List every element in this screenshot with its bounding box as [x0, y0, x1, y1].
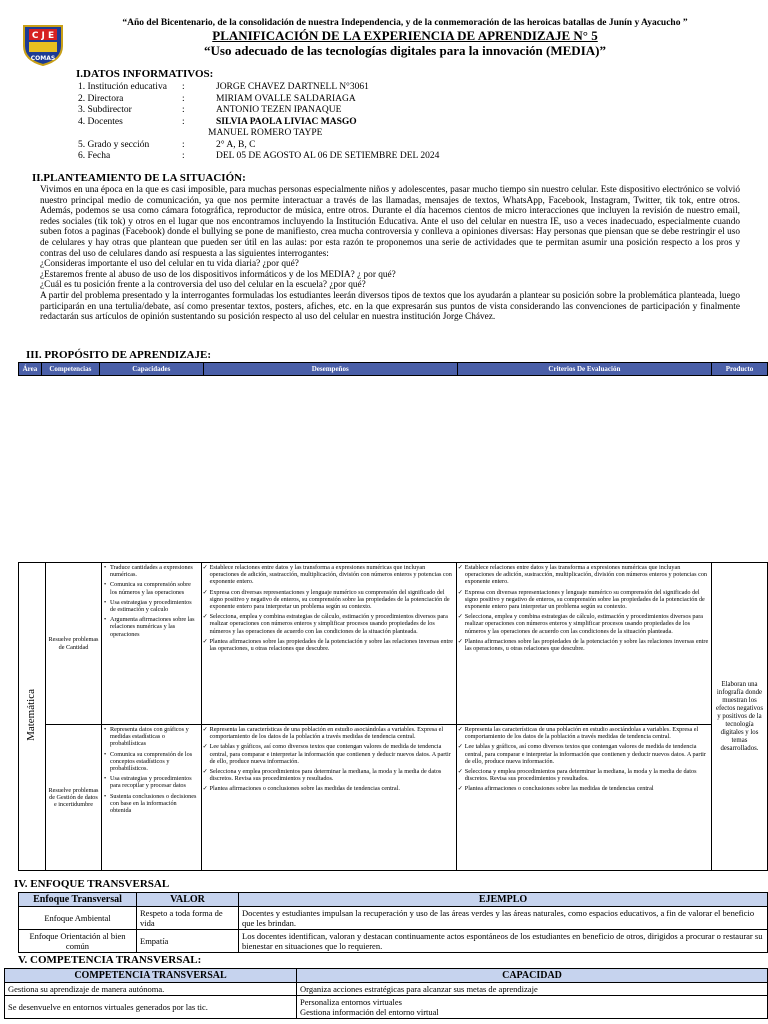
datos-value: 2° A, B, C — [216, 139, 256, 150]
enfoque-table — [18, 892, 768, 953]
capacidades-list — [104, 564, 199, 638]
col-area: Área — [19, 363, 42, 376]
datos-value: JORGE CHAVEZ DARTNELL N°3061 — [216, 82, 369, 92]
datos-row — [78, 117, 439, 129]
list-item: ✓ Expresa con diversas representaciones y lenguaje numérico su comprensión del significado del signo positivo y negativo de enteros, su comprensión sobre las propiedades de la potenciación de exponente entero para interpretar un problema según su contexto. — [459, 589, 709, 611]
capacidad-cell: Organiza acciones estratégicas para alcanzar sus metas de aprendizaje — [297, 983, 768, 996]
competencia-heading: V. COMPETENCIA TRANSVERSAL: — [18, 954, 202, 966]
list-item: ✓ Plantea afirmaciones o conclusiones sobre las medidas de tendencias central. — [204, 785, 454, 792]
list-item: ✓ Establece relaciones entre datos y las transforma a expresiones numéricas que incluyan operaciones de adición, sustracción, multiplicación, división con números enteros y potencias con exponente entero. — [459, 564, 709, 586]
valor-cell: Respeto a toda forma de vida — [137, 907, 239, 930]
datos-row — [78, 128, 439, 140]
competencia-cell: Gestiona su aprendizaje de manera autónoma. — [5, 983, 297, 996]
datos-value: SILVIA PAOLA LIVIAC MASGO — [216, 116, 357, 127]
question-1: ¿Consideras importante el uso del celular en tu vida diaria? ¿por qué? — [40, 259, 299, 270]
list-item: • Sustenta conclusiones o decisiones con base en la información obtenida — [104, 793, 199, 815]
capacidad-item: Gestiona información del entorno virtual — [300, 1007, 439, 1017]
document-subtitle: “Uso adecuado de las tecnologías digitales para la innovación (MEDIA)” — [204, 43, 606, 58]
question-2: ¿Estaremos frente al abuso de uso de los dispositivos informáticos y de los MEDIA? ¿ por qué? — [40, 269, 396, 280]
datos-label: 6. Fecha — [78, 151, 111, 161]
situacion-paragraph-2: A partir del problema presentado y la interrogantes formuladas los estudiantes leerán diversos tipos de textos que los ayudarán a plantear su posición sobre la problemática planteada, luego participarán en una tertulia/debate, así como presentar textos, posters, afiches, etc. en la que expresarán sus puntos de vista considerando las convenciones de participación y finalmente redactarán sus artículos de opinión sustentando su posición respecto al uso del celular en nuestra institución Jorge Chávez. — [40, 290, 740, 323]
competencia-cell: Resuelve problemas de Gestión de datos e incertidumbre — [45, 725, 101, 871]
list-item: ✓ Selecciona, emplea y combina estrategias de cálculo, estimación y procedimientos diversos para realizar operaciones con números enteros y simplificar procesos usando propiedades de los números y las operaciones de acuerdo con las condiciones de la situación planteada. — [204, 613, 454, 635]
ejemplo-col-header: EJEMPLO — [239, 893, 768, 907]
list-item: ✓ Selecciona y emplea procedimientos para determinar la mediana, la moda y la media de datos discretos. Revisa sus procedimientos y resultados. — [204, 768, 454, 782]
datos-informativos — [78, 82, 439, 163]
list-item: ✓ Representa las características de una población en estudio asociándolas a variables. Expresa el comportamiento de los datos de la población a través medidas de tendencia central. — [459, 726, 709, 740]
area-label: Matemática — [25, 689, 38, 742]
datos-label: 1. Institución educativa — [78, 82, 167, 92]
situacion-text — [40, 185, 740, 323]
enfoque-cell: Enfoque Ambiental — [19, 907, 137, 930]
year-motto: “Año del Bicentenario, de la consolidación de nuestra Independencia, y de la conmemoración de las heroicas batallas de Junín y Ayacucho ” — [122, 18, 688, 28]
datos-colon: : — [182, 105, 185, 115]
list-item: • Argumenta afirmaciones sobre las relaciones numéricas y las operaciones — [104, 616, 199, 638]
datos-colon: : — [182, 82, 185, 92]
list-item: • Comunica su comprensión de los conceptos estadísticos y probabilísticos. — [104, 751, 199, 773]
datos-label: 5. Grado y sección — [78, 139, 150, 150]
datos-label: 4. Docentes — [78, 116, 123, 127]
datos-row — [78, 82, 439, 94]
desempenos-cell — [201, 725, 456, 871]
desempenos-list — [204, 564, 454, 652]
col-criterios: Criterios De Evaluación — [457, 363, 711, 376]
list-item: ✓ Plantea afirmaciones sobre las propiedades de la potenciación y sobre las relaciones inversas entre las operaciones, u otras relaciones que descubre. — [459, 638, 709, 652]
valor-cell: Empatía — [137, 930, 239, 953]
enfoque-heading: IV. ENFOQUE TRANSVERSAL — [14, 878, 170, 890]
datos-colon: : — [182, 116, 185, 127]
desempenos-cell — [201, 563, 456, 725]
datos-row — [78, 105, 439, 117]
datos-value: MANUEL ROMERO TAYPE — [208, 128, 323, 138]
enfoque-col-header: Enfoque Transversal — [19, 893, 137, 907]
criterios-list — [459, 564, 709, 652]
datos-row — [78, 140, 439, 152]
competencia-col-header: COMPETENCIA TRANSVERSAL — [5, 969, 297, 983]
list-item: • Usa estrategias y procedimientos de estimación y calculo — [104, 599, 199, 613]
list-item: ✓ Establece relaciones entre datos y las transforma a expresiones numéricas que incluyan operaciones de adición, sustracción, multiplicación, división con números enteros y potencias con exponente entero. — [204, 564, 454, 586]
list-item: ✓ Plantea afirmaciones sobre las propiedades de la potenciación y sobre las relaciones inversas entre las operaciones, u otras relaciones que descubre. — [204, 638, 454, 652]
list-item: ✓ Selecciona y emplea procedimientos para determinar la mediana, la moda y la media de datos discretos. Revisa sus procedimientos y resultados. — [459, 768, 709, 782]
list-item: • Traduce cantidades a expresiones numéricas. — [104, 564, 199, 578]
list-item: • Representa datos con gráficos y medidas estadísticas o probabilísticas — [104, 726, 199, 748]
competencia-cell: Resuelve problemas de Cantidad — [45, 563, 101, 725]
datos-value: MIRIAM OVALLE SALDARIAGA — [216, 93, 356, 104]
list-item: ✓ Lee tablas y gráficos, así como diversos textos que contengan valores de medida de tendencia central, para comparar e interpretar la información que contienen y deducir nuevos datos. A partir de ello, produce nueva información. — [204, 743, 454, 765]
datos-value: DEL 05 DE AGOSTO AL 06 DE SETIEMBRE DEL 2024 — [216, 151, 440, 161]
svg-text:C J E: C J E — [31, 31, 55, 41]
datos-label: 2. Directora — [78, 93, 124, 104]
area-cell — [19, 563, 46, 871]
datos-label — [78, 128, 182, 140]
proposito-heading: III. PROPÓSITO DE APRENDIZAJE: — [26, 349, 211, 361]
list-item: ✓ Lee tablas y gráficos, así como diversos textos que contengan valores de medida de tendencia central, para comparar e interpretar la información que contienen y deducir nuevos datos. A partir de ello, produce nueva información. — [459, 743, 709, 765]
list-item: ✓ Plantea afirmaciones o conclusiones sobre las medidas de tendencias central — [459, 785, 709, 792]
datos-value: ANTONIO TEZEN IPANAQUE — [216, 105, 342, 115]
datos-colon: : — [182, 93, 185, 104]
list-item: • Usa estrategias y procedimientos para recopilar y procesar datos — [104, 775, 199, 789]
situacion-paragraph-1: Vivimos en una época en la que es casi imposible, para muchas personas especialmente niños y adolescentes, pasar mucho tiempo sin nuestro celular. Este dispositivo electrónico se volvió nuestro principal medio de comunicación, ya que nos permite interactuar a través de las llamadas, mensajes de textos, WhatsApp, Facebook, Instagram, Twitter, tik tok, entre otros. Además, podemos se usa como cámara fotográfica, reproductor de música, entre otros. Durante el día hacemos cientos de micro interacciones que incluyen la revisión de nuestro email, redes sociales (tik tok) y otros en el lugar que nos encontramos incluyendo la Institución Educativa. Ante el uso del celular en nuestra IE, uso a veces inadecuado, especialmente cuando suben fotos a paginas (Facebook) donde el bullying se pone de manifiesto, crea mucha controversia y conlleva a opiniones diversas: Hay personas que piensan que se debe restringir el uso de celulares y hay otras que plantean que pueden ser útil en las aulas: por esta razón te proponemos una serie de actividades que te permitan asumir una posición respecto a los pros y contras del uso de celulares dando así respuesta a las siguientes interrogantes: — [40, 185, 740, 259]
capacidades-cell — [101, 725, 201, 871]
datos-heading: I.DATOS INFORMATIVOS: — [76, 68, 214, 80]
svg-text:COMAS: COMAS — [30, 55, 56, 62]
producto-cell: Elaboran una infografía donde muestran los efectos negativos y positivos de la tecnología digitales y los temas desarrollados. — [711, 563, 767, 871]
capacidad-cell — [297, 996, 768, 1019]
capacidad-col-header: CAPACIDAD — [297, 969, 768, 983]
capacidad-item: Personaliza entornos virtuales — [300, 997, 402, 1007]
list-item: ✓ Expresa con diversas representaciones y lenguaje numérico su comprensión del significado del signo positivo y negativo de enteros, su comprensión sobre las propiedades de la potenciación de exponente entero para interpretar un problema según su contexto. — [204, 589, 454, 611]
document-title: PLANIFICACIÓN DE LA EXPERIENCIA DE APRENDIZAJE N° 5 — [212, 28, 598, 43]
capacidades-cell — [101, 563, 201, 725]
col-competencias: Competencias — [41, 363, 99, 376]
col-desempenos: Desempeños — [203, 363, 457, 376]
ejemplo-cell: Docentes y estudiantes impulsan la recuperación y uso de las áreas verdes y las áreas naturales, como espacios educativos, a fin de valorar el beneficio que les brindan. — [239, 907, 768, 930]
col-capacidades: Capacidades — [99, 363, 203, 376]
datos-label: 3. Subdirector — [78, 105, 132, 115]
criterios-cell — [456, 563, 711, 725]
desempenos-list — [204, 726, 454, 793]
list-item: ✓ Selecciona, emplea y combina estrategias de cálculo, estimación y procedimientos diversos para realizar operaciones con números enteros y simplificar procesos usando propiedades de los números y las operaciones de acuerdo con las condiciones de la situación planteada. — [459, 613, 709, 635]
valor-col-header: VALOR — [137, 893, 239, 907]
criterios-cell — [456, 725, 711, 871]
competencia-cell: Se desenvuelve en entornos virtuales generados por las tic. — [5, 996, 297, 1019]
situacion-heading: II.PLANTEAMIENTO DE LA SITUACIÓN: — [32, 172, 246, 184]
competencia-table — [4, 968, 768, 1019]
list-item: • Comunica su comprensión sobre los números y las operaciones — [104, 581, 199, 595]
ejemplo-cell: Los docentes identifican, valoran y destacan continuamente actos espontáneos de los estudiantes en beneficio de otros, dirigidos a procurar o restaurar su bienestar en situaciones que lo requieren. — [239, 930, 768, 953]
col-producto: Producto — [711, 363, 767, 376]
enfoque-cell: Enfoque Orientación al bien común — [19, 930, 137, 953]
capacidades-list — [104, 726, 199, 814]
datos-row — [78, 94, 439, 106]
datos-colon: : — [182, 139, 185, 150]
datos-row — [78, 151, 439, 163]
datos-colon: : — [182, 151, 185, 161]
criterios-list — [459, 726, 709, 793]
matematica-table — [18, 562, 768, 871]
proposito-header-table — [18, 362, 768, 376]
question-3: ¿Cuál es tu posición frente a la controversia del uso del celular en la escuela? ¿por qué? — [40, 280, 366, 291]
list-item: ✓ Representa las características de una población en estudio asociándolas a variables. Expresa el comportamiento de los datos de la población a través medidas de tendencia central. — [204, 726, 454, 740]
